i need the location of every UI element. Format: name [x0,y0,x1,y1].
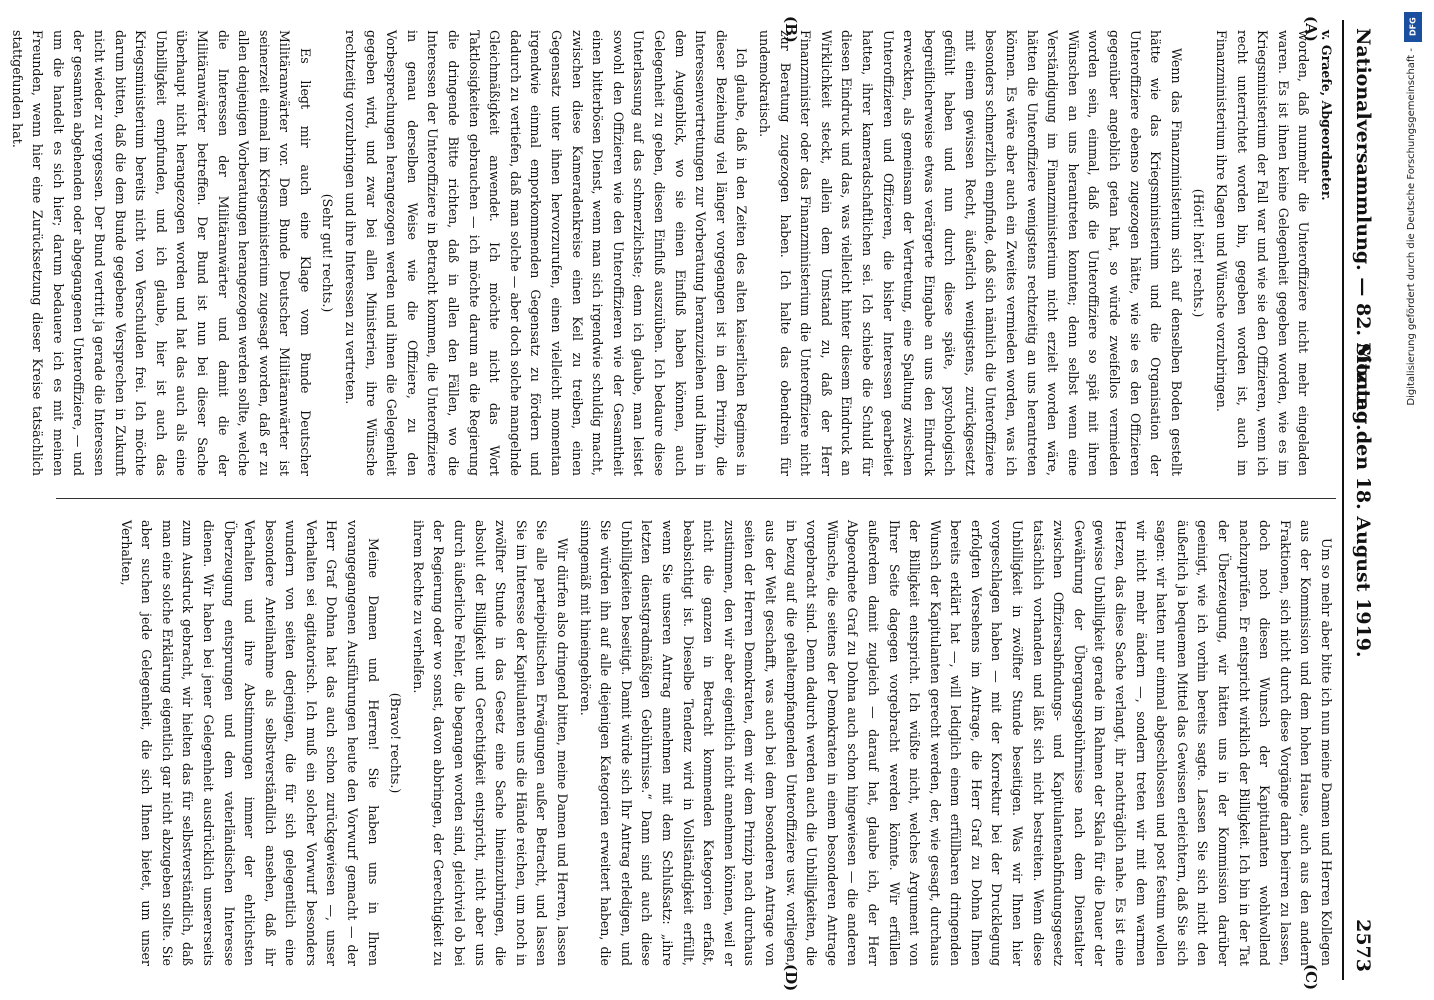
header-session: Nationalversammlung. — 82. Sitzung. [1352,28,1374,431]
speaker-line: v. Graefe, Abgeordneter. [1319,30,1334,201]
dfg-logo: DFG [1404,12,1422,42]
interjection: (Bravo! rechts.) [388,692,404,794]
right-column [56,520,1336,966]
margin-marker-b: (B) [782,16,800,43]
interjection: (Hört! hört! rechts.) [1191,188,1207,318]
paragraph: Wenn das Finanzministerium sich auf denselben Boden gestellt hätte wie das Kriegsministerium und die Organisation der Unteroffiziere ebenso zugezogen hätte, wie sie es den Offizieren gegenüber angeblich getan hat, so würde zweifellos vermieden worden sein, einmal, daß die Unteroffiziere so spät mit ihren Wünschen an uns herantreten konnten; denn selbst wenn eine Verständigung im Finanzministerium nicht erzielt worden wäre, hätten die Unteroffiziere wenigstens rechtzeitig an uns herantreten können. Es wäre aber auch ein Zweites vermieden worden, was ich besonders schmerzlich empfinde, daß sich nämlich die Unteroffiziere mit einem gewissen Recht, äußerlich wenigstens, zurückgesetzt gefühlt haben und nun durch diese späte, psychologisch begreiflicherweise etwas verärgerte Eingabe an uns den Eindruck erweckten, als gemeinsam der Vertretung, eine Spaltung zwischen Unteroffizieren und Offizieren, die bisher Interessen gearbeitet hatten, ihrer kameradschaftlichen sei. Ich schiebe die Schuld für diesen Eindruck und das, was vielleicht hinter diesem Eindruck an Wirklichkeit steckt, allein dem Umstand zu, daß der Herr Finanzminister oder das Finanzministerium die Unteroffiziere nicht zur Beratung zugezogen haben. Ich halte das obendrein für undemokratisch. [756,30,1184,476]
digitization-credit [1398,8,1428,988]
paragraph: Um so mehr aber bitte ich nun meine Damen und Herren Kollegen aus der Kommission und dem hohen Hause, auch aus den andern Fraktionen, sich nicht durch diese Vorgänge darin beirren zu lassen, doch noch diesen Wunsch der Kapitulanten wohlwollend nachzuprüfen. Er entspricht wirklich der Billigkeit. Ich bin in der Tat der Überzeugung, wir hätten uns in der Kommission darüber geeinigt, wie ich vorhin bereits sagte. Lassen Sie sich nicht den äußerlich ja bequemen Mittel das Gewissen erleichtern, daß Sie sich sagen: wir hatten nur einmal abgeschlossen und post festum wollen wir nicht mehr ändern —, sondern treten wir mit dem warmen Herzen, das diese Sache verlangt, ihr nachträglich nahe. Es ist eine gewisse Unbilligkeit gerade im Rahmen der Skala für die Dauer der Gewährung der Übergangsgebührnisse nach dem Dienstalter zwischen Offiziersabfindungs- und Kapitulantenabfindungsgesetz tatsächlich vorhanden und läßt sich nicht bestreiten. Wenn diese Unbilligkeit in zwölfter Stunde beseitigen. Was wir Ihnen hier vorgeschlagen haben — mit der Korrektur bei der Drucklegung erfolgten Versehens im Antrage, die Herr Graf zu Dohna Ihnen bereits erklärt hat —, will lediglich einem erfüllbaren dringenden Wunsch der Kapitulanten gerecht werden, der, wie gesagt, durchaus der Billigkeit entspricht. Ich wüßte nicht, welches Argument von Ihrer Seite dagegen vorgebracht werden könnte. Wir erfüllen außerdem damit zugleich — darauf hat, glaube ich, der Herr Abgeordnete Graf zu Dohna auch schon hingewiesen — die anderen Wünsche, die seitens der Demokraten in einem besonderen Antrage vorgebracht sind. Denn dadurch werden auch die Unbilligkeiten, die in bezug auf die gehaltempfangenden Unteroffiziere usw. vorliegen, aus der Welt geschafft, was auch bei dem besonderen Antrage von seiten der Herren Demokraten, dem wir dem Prinzip nach durchaus zustimmen, den wir aber eigentlich nicht annehmen können, weil er nicht die ganzen in Betracht kommenden Kategorien erfaßt, beabsichtigt ist. Dieselbe Tendenz wird in Vollständigkeit erfüllt, wenn Sie unseren Antrag annehmen mit dem Schlußsatz: „ihre letzten dienstgradmäßigen Gebührnisse.“ Dann sind auch diese Unbilligkeiten beseitigt. Damit würde sich Ihr Antrag erledigen, und Sie würden ihn auf alle diejenigen Kategorien erweitert haben, die sinngemäß mit hineingehören. [577,520,1334,966]
page-number: 2573 [1352,919,1374,972]
page-header [1342,20,1380,980]
paragraph: Wir dürfen also dringend bitten, meine Damen und Herren, lassen Sie alle parteipolitischen Erwägungen außer Betracht, und lassen Sie im Interesse der Kapitulanten uns die Hände reichen, um noch in zwölfter Stunde in das Gesetz eine Sache hineinzubringen, die absolut der Billigkeit und Gerechtigkeit entspricht, nicht aber uns durch äußerliche Fehler, die begangen worden sind, gleichviel ob bei der Regierung oder wo sonst, davon abbringen, der Gerechtigkeit zu ihrem Rechte zu verhelfen. [410,520,571,966]
margin-marker-a: (A) [1302,16,1320,42]
margin-marker-d: (D) [782,964,800,992]
interjection: (Sehr gut! rechts.) [320,193,336,313]
left-column [9,30,1336,476]
rotated-page [9,16,1380,992]
header-date: Montag den 18. August 1919. [1352,342,1374,658]
margin-marker-c: (C) [1302,964,1320,991]
column-divider [56,498,1336,499]
credit-text: Digitalisierung gefördert durch die Deutsche Forschungsgemeinschaft - [1406,48,1417,406]
paragraph: Ich glaube, daß in den Zeiten des alten kaiserlichen Regimes in dieser Beziehung viel länger vorgegangen ist in dem Prinzip, die Interessenvertretungen zur Vorberatung heranzuziehen und ihnen in dem Augenblick, wo sie einen Einfluß haben können, auch Gelegenheit zu geben, diesen Einfluß auszuüben. Ich bedaure diese Unterlassung auf das schmerzlichste; denn ich glaube, man leistet sowohl den Offizieren wie den Unteroffizieren wie der Gesamtheit einen bitterbösen Dienst, wenn man sich irgendwie schuldig macht, zwischen diese Kameradenkreise einen Keil zu treiben, einen Gegensatz unter ihnen hervorzurufen, einen vielleicht momentan irgendwie einmal emporkommenden Gegensatz zu fördern und dadurch zu vertiefen, daß man solche — aber doch solche mangelnde Gleichmäßigkeit anwendet. Ich möchte nicht das Wort Taktlosigkeiten gebrauchen — ich möchte darum an die Regierung die dringende Bitte richten, daß in allen den Fällen, wo die Interessen der Unteroffiziere in Betracht kommen, die Unteroffiziere in genau derselben Weise wie die Offiziere, zu den Vorbesprechungen herangezogen werden und ihnen die Gelegenheit gegeben wird, und zwar bei allen Ministerien, ihre Wünsche rechtzeitig vorzubringen und ihre Interessen zu vertreten. [343,30,750,476]
paragraph: Es liegt mir auch eine Klage vom Bunde Deutscher Militäranwärter vor. Dem Bunde Deutscher Militäranwärter ist seinerzeit einmal im Kriegsministerium zugesagt worden, daß er zu allen denjenigen Vorberatungen herangezogen werden sollte, welche die Interessen der Militäranwärter und damit die der Militäranwärter betreffen. Der Bund ist nun bei dieser Sache überhaupt nicht herangezogen worden und hat das auch als eine Unbilligkeit empfunden, und ich glaube, hier ist auch das Kriegsministerium bereits nicht von Verschulden frei. Ich möchte darum bitten, daß die dem Bunde gegebene Versprechen in Zukunft nicht wieder zu vergessen. Der Bund vertritt ja gerade die Interessen der gesamten abgehenden oder abgegangenen Unteroffiziere, — und um die handelt es sich hier; darum bedauere ich es mit meinen Freunden, wenn hier eine Zurücksetzung dieser Kreise tatsächlich stattgefunden hat. [9,30,313,476]
paragraph: Meine Damen und Herren! Sie haben uns in Ihren vorangegangenen Ausführungen heute den Vorwurf gemacht — der Herr Graf Dohna hat das auch schon zurückgewiesen —, unser Verhalten sei agitatorisch. Ich muß ein solcher Vorwurf besonders wundern von seiten derjenigen, die für sich gelegentlich eine besondere Anteilnahme als selbstverständlich ansehen, daß ihr Verhalten und ihre Abstimmungen immer der ehrlichsten Überzeugung entsprungen und dem vaterländischen Interesse dienen. Wir haben bei jener Gelegenheit ausdrücklich unsererseits zum Ausdruck gebracht, wir hielten das für selbstverständlich, daß man eine solche Erklärung eigentlich gar nicht abzugeben sollte. Sie aber suchen jede Gelegenheit, die sich Ihnen bietet, um unser Verhalten, [118,520,381,966]
paragraph: worden, daß nunmehr die Unteroffiziere nicht mehr eingeladen waren. Es ist ihnen keine Gelegenheit gegeben worden, wie es im Kriegsministerium der Fall war und wie sie den Offizieren, wenn ich recht unterrichtet worden bin, gegeben worden ist, auch im Finanzministerium ihre Klagen und Wünsche vorzubringen. [1214,30,1312,476]
